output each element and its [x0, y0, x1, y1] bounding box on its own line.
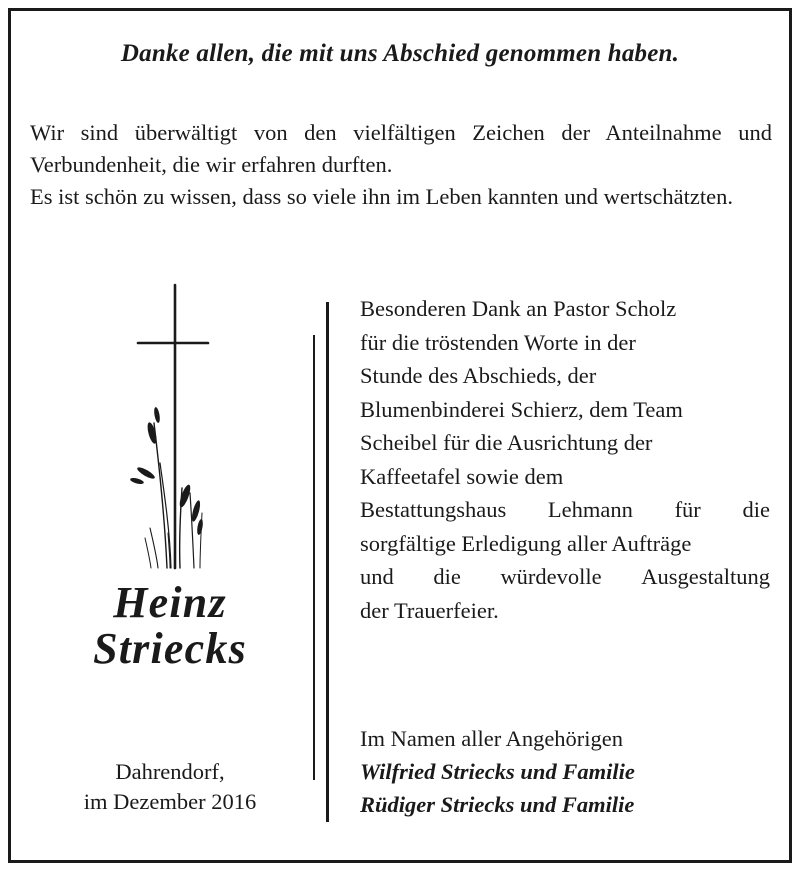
- thanks-line: der Trauerfeier.: [360, 597, 499, 623]
- thanks-line: [360, 560, 770, 594]
- thanks-text: [360, 292, 770, 627]
- thanks-line: [360, 493, 770, 527]
- column-divider-short: [313, 335, 315, 780]
- cross-with-wheat-icon: [110, 283, 230, 583]
- thanks-word: die: [742, 497, 770, 522]
- signature-intro: Im Namen aller Angehörigen: [360, 726, 624, 751]
- deceased-first-name: Heinz: [113, 578, 227, 627]
- thanks-word: die: [433, 564, 461, 589]
- thanks-line: Blumenbinderei Schierz, dem Team: [360, 396, 683, 422]
- deceased-last-name: Striecks: [93, 624, 247, 673]
- thanks-line: sorgfältige Erledigung aller Aufträge: [360, 530, 692, 556]
- thanks-word: und: [360, 564, 394, 589]
- thanks-line: Stunde des Abschieds, der: [360, 363, 597, 388]
- signature-block: [360, 722, 780, 821]
- signature-family-2: Rüdiger Striecks und Familie: [360, 792, 635, 817]
- notice-heading: Danke allen, die mit uns Abschied genommen haben.: [120, 40, 680, 67]
- place-date: [30, 757, 310, 817]
- intro-paragraph-1: Wir sind überwältigt von den vielfältigen Zeichen der Anteilnahme und Verbundenheit, die wir erfahren durften.: [30, 120, 772, 177]
- thanks-word: würdevolle: [500, 564, 602, 589]
- intro-paragraph-2: Es ist schön zu wissen, dass so viele ihn im Leben kannten und wertschätzten.: [30, 184, 733, 209]
- thanks-word: Ausgestaltung: [641, 564, 770, 589]
- thanks-line: Besonderen Dank an Pastor Scholz: [360, 296, 677, 321]
- deceased-name: [30, 580, 310, 672]
- thanks-line: Kaffeetafel sowie dem: [360, 463, 564, 489]
- thanks-line: für die tröstenden Worte in der: [360, 329, 636, 355]
- thanks-line: Scheibel für die Ausrichtung der: [360, 430, 653, 455]
- thanks-word: Bestattungshaus: [360, 497, 507, 522]
- date: im Dezember 2016: [83, 789, 257, 814]
- place: Dahrendorf,: [115, 759, 225, 784]
- thanks-word: Lehmann: [547, 497, 633, 522]
- thanks-word: für: [674, 497, 701, 522]
- signature-family-1: Wilfried Striecks und Familie: [360, 759, 635, 784]
- column-divider-long: [326, 302, 329, 822]
- intro-text: [30, 117, 772, 213]
